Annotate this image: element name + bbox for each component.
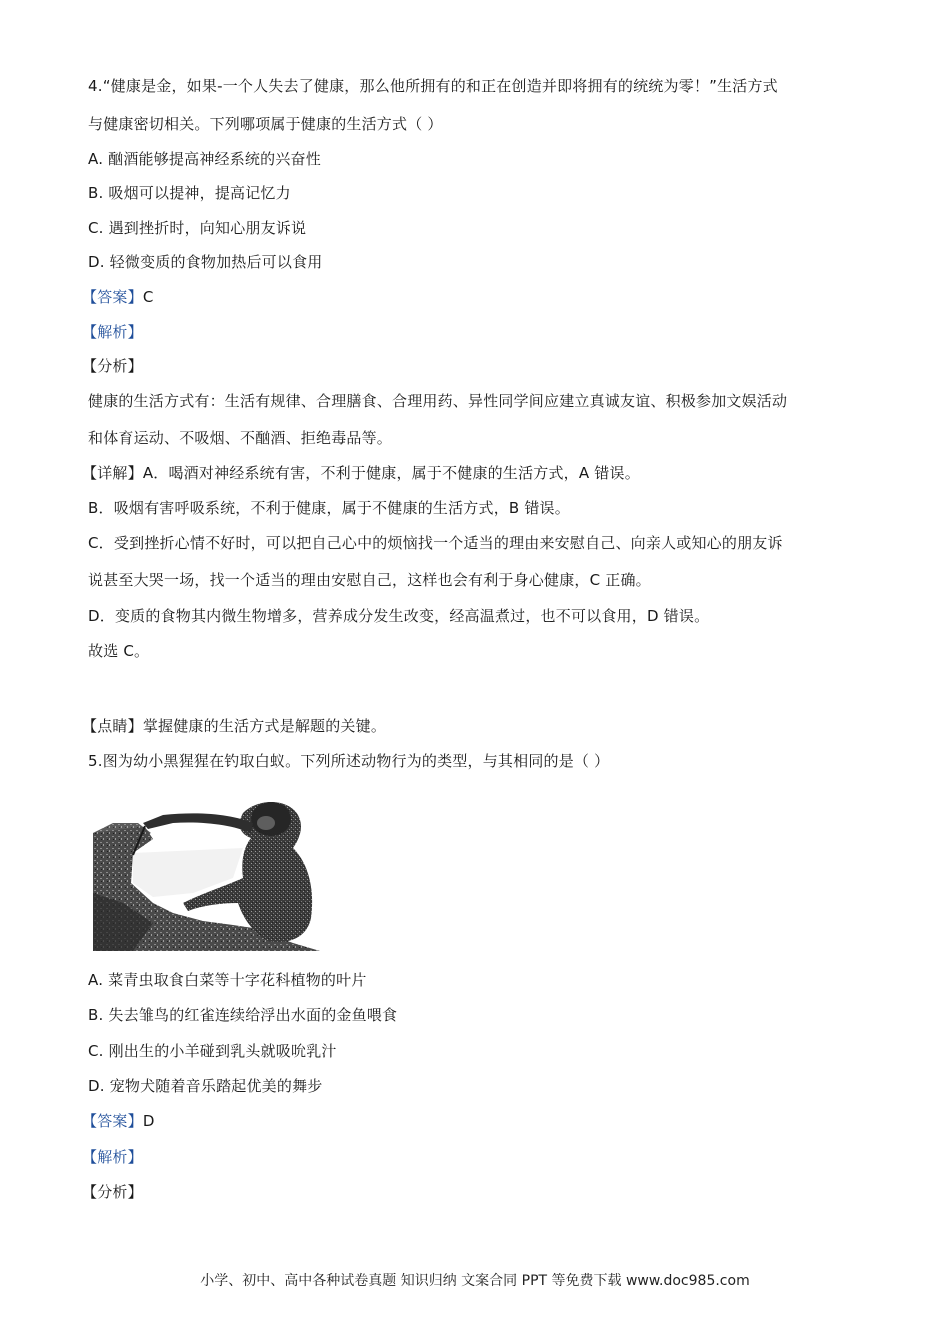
q4-stem-line2: 与健康密切相关。下列哪项属于健康的生活方式（ ） xyxy=(88,115,443,133)
answer-value: C xyxy=(142,288,154,306)
q4-answer xyxy=(82,287,154,307)
q4-detail-b: B．吸烟有害呼吸系统，不利于健康，属于不健康的生活方式，B 错误。 xyxy=(88,499,570,517)
q5-stem: 5.图为幼小黑猩猩在钓取白蚁。下列所述动物行为的类型，与其相同的是（ ） xyxy=(88,752,610,770)
q5-analysis-tag: 【解析】 xyxy=(82,1148,143,1166)
q4-detail-d: D．变质的食物其内微生物增多，营养成分发生改变，经高温煮过，也不可以食用，D 错误。 xyxy=(88,607,710,625)
q5-option-a: A. 菜青虫取食白菜等十字花科植物的叶片 xyxy=(88,971,367,989)
q4-point: 【点睛】掌握健康的生活方式是解题的关键。 xyxy=(82,717,387,735)
answer-value: D xyxy=(142,1112,155,1130)
answer-tag: 【答案】 xyxy=(82,1112,143,1130)
q4-option-a: A. 酗酒能够提高神经系统的兴奋性 xyxy=(88,150,321,168)
page-footer: 小学、初中、高中各种试卷真题 知识归纳 文案合同 PPT 等免费下载 www.doc985.com xyxy=(200,1273,750,1289)
q4-detail-c1: C．受到挫折心情不好时，可以把自己心中的烦恼找一个适当的理由来安慰自己、向亲人或知心的朋友诉 xyxy=(88,534,783,552)
chimpanzee-fishing-termites-photo xyxy=(93,793,320,951)
q4-detail-a: 【详解】A．喝酒对神经系统有害，不利于健康，属于不健康的生活方式，A 错误。 xyxy=(82,464,640,482)
q4-option-d: D. 轻微变质的食物加热后可以食用 xyxy=(88,253,323,271)
q4-option-c: C. 遇到挫折时，向知心朋友诉说 xyxy=(88,219,307,237)
q4-detail-c2: 说甚至大哭一场，找一个适当的理由安慰自己，这样也会有利于身心健康，C 正确。 xyxy=(88,571,651,589)
q5-answer xyxy=(82,1111,155,1131)
q5-option-c: C. 刚出生的小羊碰到乳头就吸吮乳汁 xyxy=(88,1042,337,1060)
point-tag: 【点睛】 xyxy=(82,717,143,735)
answer-tag: 【答案】 xyxy=(82,288,143,306)
detail-tag: 【详解】 xyxy=(82,464,143,482)
q4-fenxi-tag: 【分析】 xyxy=(82,357,143,375)
q4-fenxi-line2: 和体育运动、不吸烟、不酗酒、拒绝毒品等。 xyxy=(88,429,393,447)
q5-fenxi-tag: 【分析】 xyxy=(82,1183,143,1201)
q4-analysis-tag: 【解析】 xyxy=(82,323,143,341)
q4-option-b: B. 吸烟可以提神，提高记忆力 xyxy=(88,184,291,202)
q4-fenxi-line1: 健康的生活方式有：生活有规律、合理膳食、合理用药、异性同学间应建立真诚友谊、积极参加文娱活动 xyxy=(88,392,788,410)
q4-conclusion: 故选 C。 xyxy=(88,642,150,660)
q4-stem-line1: 4.“健康是金，如果-一个人失去了健康，那么他所拥有的和正在创造并即将拥有的统统为零！”生活方式 xyxy=(88,77,778,95)
q5-option-d: D. 宠物犬随着音乐踏起优美的舞步 xyxy=(88,1077,323,1095)
q5-option-b: B. 失去雏鸟的红雀连续给浮出水面的金鱼喂食 xyxy=(88,1006,398,1024)
